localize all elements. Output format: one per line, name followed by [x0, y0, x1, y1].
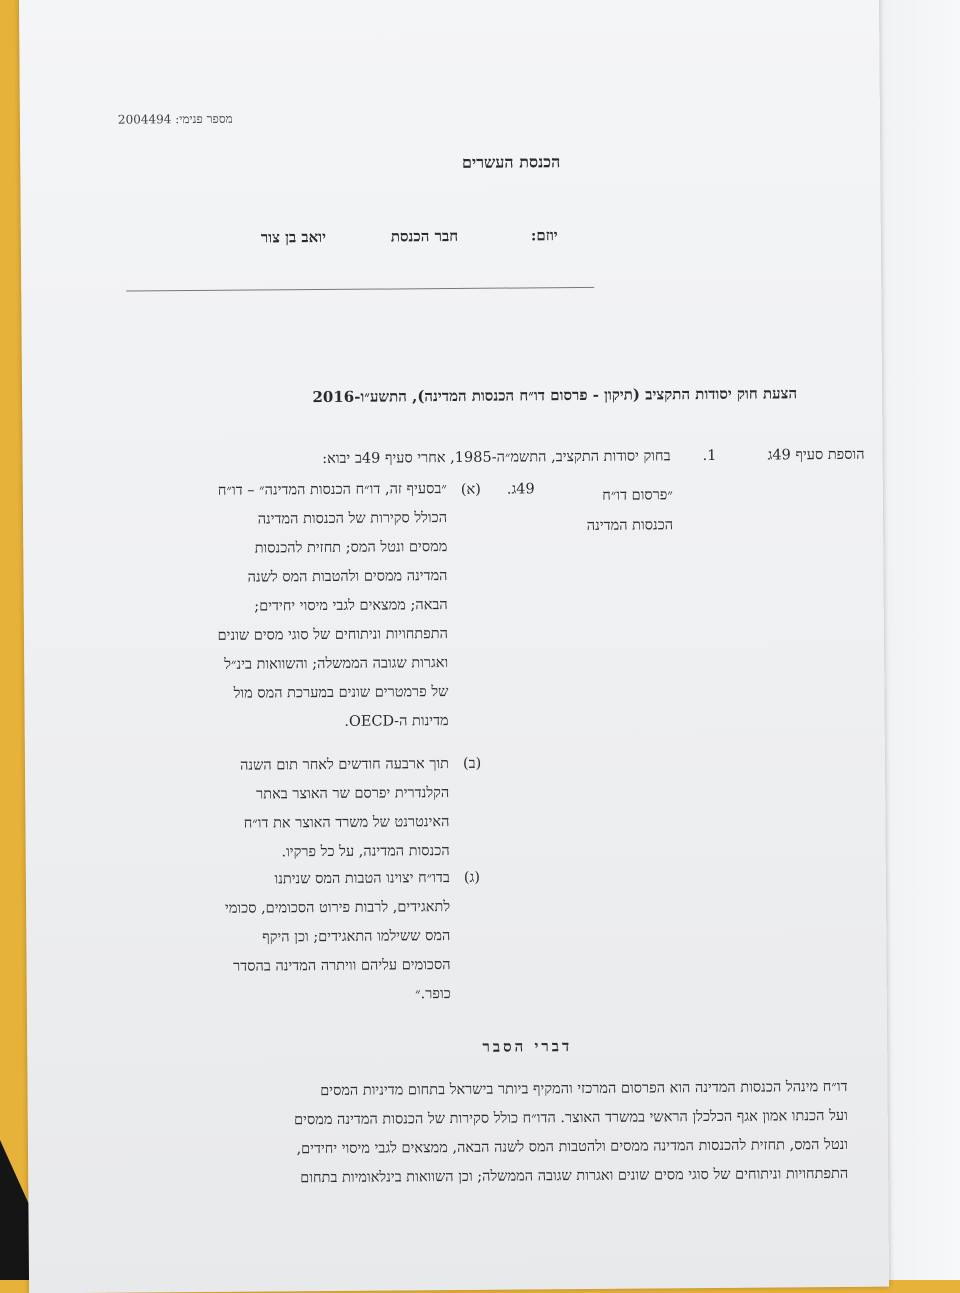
member-name: יואב בן צור	[260, 227, 327, 247]
document-page	[19, 0, 889, 1293]
text-line: המס ששילמו התאגידים; וכן היקף	[262, 928, 451, 946]
text-line: ועל הכנתו אמון אגף הכלכלן הראשי במשרד האוצר. הדו״ח כולל סקירות של הכנסות המדינה ממסים	[294, 1107, 848, 1129]
explanation-text	[137, 1073, 848, 1195]
text-line: הכולל סקירות של הכנסות המדינה	[257, 510, 448, 528]
subsection-letter: (א)	[460, 481, 481, 498]
subsection-text	[129, 750, 450, 869]
section-number: 49ג.	[506, 481, 535, 498]
knesset-title: הכנסת העשרים	[461, 152, 561, 172]
text-line: לתאגידים, לרבות פירוט הסכומים, סכומי	[224, 899, 451, 917]
clause-number: 1.	[702, 447, 717, 465]
text-line: כופר.״	[415, 986, 451, 1003]
text-line: התפתחויות וניתוחים של סוגי מסים שונים ואגרות שגובה הממשלה; וכן השוואות בינלאומיות בתחום	[300, 1165, 849, 1187]
member-title: חבר הכנסת	[390, 226, 459, 246]
side-heading-line: הכנסות המדינה	[586, 517, 674, 534]
subsection-letter: (ב)	[462, 755, 482, 772]
text-line: הכנסות המדינה, על כל פרקיו.	[281, 843, 450, 861]
initiator-label: יוזם:	[530, 226, 558, 245]
subsection-text	[127, 475, 449, 739]
text-line: ״בסעיף זה, דו״ח הכנסות המדינה״ – דו״ח	[217, 481, 447, 499]
text-line: הסכומים עליהם וויתרה המדינה בהסדר	[233, 957, 451, 975]
clause-text: בחוק יסודות התקציב, התשמ״ה-1985, אחרי סעיף 49ב יבוא:	[322, 448, 671, 468]
side-heading-line: ״פרסום דו״ח	[602, 487, 673, 504]
text-line: ממסים ונטל המס; תחזית להכנסות	[254, 539, 448, 557]
subsection-letter: (ג)	[463, 869, 481, 886]
text-line: הקלנדרית יפרסם שר האוצר באתר	[256, 785, 450, 803]
text-line: המדינה ממסים ולהטבות המס לשנה	[247, 568, 448, 586]
bill-title: הצעת חוק יסודות התקציב (תיקון - פרסום דו״ח הכנסות המדינה), התשע״ו-2016	[312, 384, 798, 407]
internal-number: מספר פנימי: 2004494	[117, 111, 233, 127]
text-line: האינטרנט של משרד האוצר את דו״ח	[243, 814, 450, 832]
explanation-heading: דברי הסבר	[482, 1037, 573, 1056]
text-line: תוך ארבעה חודשים לאחר תום השנה	[239, 756, 450, 774]
text-line: ואגרות שגובה הממשלה; והשוואות בינ״ל	[224, 655, 449, 673]
text-line: דו״ח מינהל הכנסות המדינה הוא הפרסום המרכזי והמקיף ביותר בישראל בתחום מדיניות המסים	[320, 1078, 848, 1100]
header-divider	[126, 287, 594, 292]
text-line: מדינות ה-OECD.	[344, 713, 449, 730]
text-line: התפתחויות וניתוחים של סוגי מסים שונים	[217, 626, 449, 644]
subsection-text	[130, 864, 451, 1012]
margin-note: הוספת סעיף 49ג	[767, 446, 865, 464]
text-line: של פרמטרים שונים במערכת המס מול	[233, 684, 449, 702]
text-line: בדו״ח יצוינו הטבות המס שניתנו	[274, 870, 450, 888]
text-line: הבאה; ממצאים לגבי מיסוי יחידים;	[254, 597, 448, 615]
text-line: ונטל המס, תחזית להכנסות המדינה ממסים ולהטבות המס לשנה הבאה, ממצאים לגבי מיסוי יחידים,	[296, 1136, 849, 1158]
